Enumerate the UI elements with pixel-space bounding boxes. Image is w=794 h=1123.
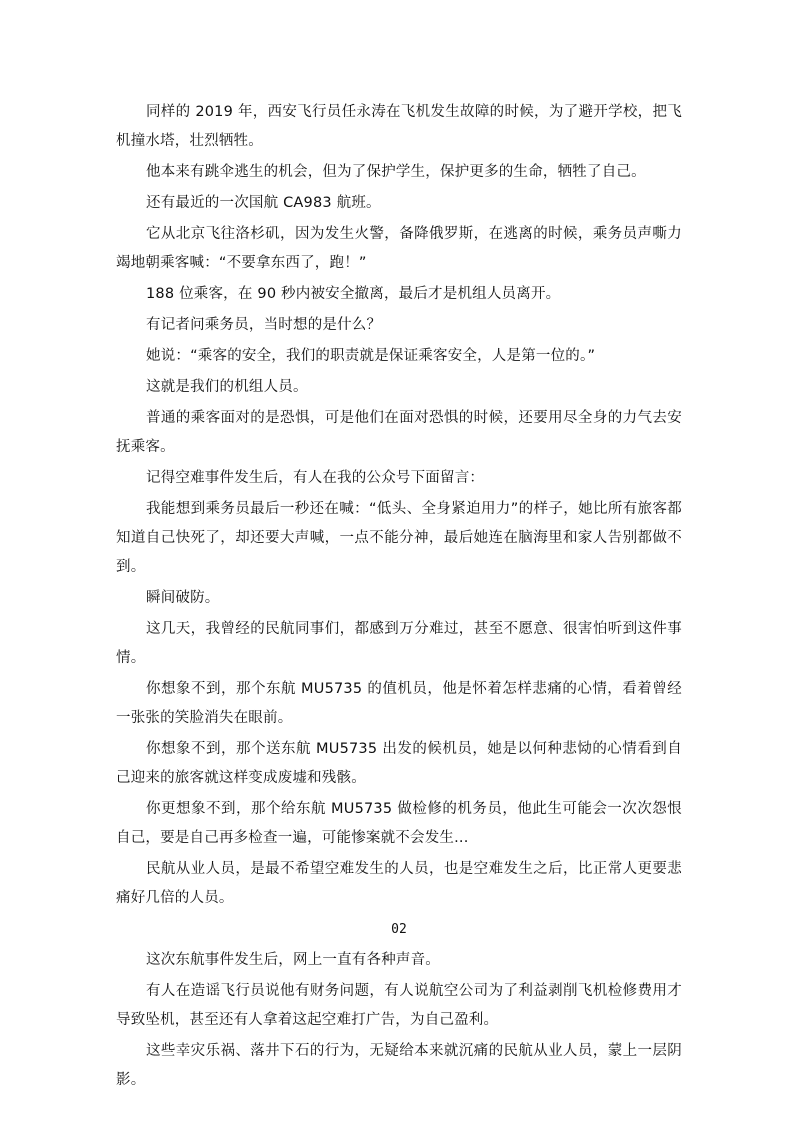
section-number: 02: [391, 922, 407, 937]
paragraph: 民航从业人员，是最不希望空难发生的人员，也是空难发生之后，比正常人更要悲痛好几倍的人员。: [116, 861, 682, 906]
paragraph: 我能想到乘务员最后一秒还在喊：“低头、全身紧迫用力”的样子，她比所有旅客都知道自己快死了，却还要大声喊，一点不能分神，最后她连在脑海里和家人告别都做不到。: [116, 501, 682, 575]
paragraph: 这几天，我曾经的民航同事们，都感到万分难过，甚至不愿意、很害怕听到这件事情。: [116, 621, 682, 666]
paragraph: 你想象不到，那个东航 MU5735 的值机员，他是怀着怎样悲痛的心情，看着曾经一张张的笑脸消失在眼前。: [116, 681, 682, 726]
paragraph: 她说：“乘客的安全，我们的职责就是保证乘客安全，人是第一位的。”: [146, 348, 596, 364]
paragraph: 你更想象不到，那个给东航 MU5735 做检修的机务员，他此生可能会一次次怨恨自己，要是自己再多检查一遍，可能惨案就不会发生...: [116, 801, 682, 846]
paragraph: 这就是我们的机组人员。: [146, 379, 308, 395]
paragraph: 有记者问乘务员，当时想的是什么？: [146, 317, 382, 333]
paragraph: 还有最近的一次国航 CA983 航班。: [146, 195, 381, 211]
paragraph: 普通的乘客面对的是恐惧，可是他们在面对恐惧的时候，还要用尽全身的力气去安抚乘客。: [116, 410, 682, 455]
document-page: [116, 98, 682, 1097]
paragraph: 瞬间破防。: [146, 590, 220, 606]
paragraph: 188 位乘客，在 90 秒内被安全撤离，最后才是机组人员离开。: [146, 286, 561, 302]
paragraph: 同样的 2019 年，西安飞行员任永涛在飞机发生故障的时候，为了避开学校，把飞机撞水塔，壮烈牺牲。: [116, 104, 682, 149]
paragraph: 这次东航事件发生后，网上一直有各种声音。: [146, 952, 440, 968]
paragraph: 它从北京飞往洛杉矶，因为发生火警，备降俄罗斯，在逃离的时候，乘务员声嘶力竭地朝乘客喊：“不要拿东西了，跑！”: [116, 226, 682, 271]
paragraph: 有人在造谣飞行员说他有财务问题，有人说航空公司为了利益剥削飞机检修费用才导致坠机，甚至还有人拿着这起空难打广告，为自己盈利。: [116, 983, 682, 1028]
paragraph: 他本来有跳伞逃生的机会，但为了保护学生，保护更多的生命，牺牲了自己。: [146, 164, 646, 180]
paragraph: 记得空难事件发生后，有人在我的公众号下面留言：: [146, 470, 485, 486]
paragraph: 你想象不到，那个送东航 MU5735 出发的候机员，她是以何种悲恸的心情看到自己迎来的旅客就这样变成废墟和残骸。: [116, 741, 682, 786]
paragraph: 这些幸灾乐祸、落井下石的行为，无疑给本来就沉痛的民航从业人员，蒙上一层阴影。: [116, 1043, 682, 1088]
